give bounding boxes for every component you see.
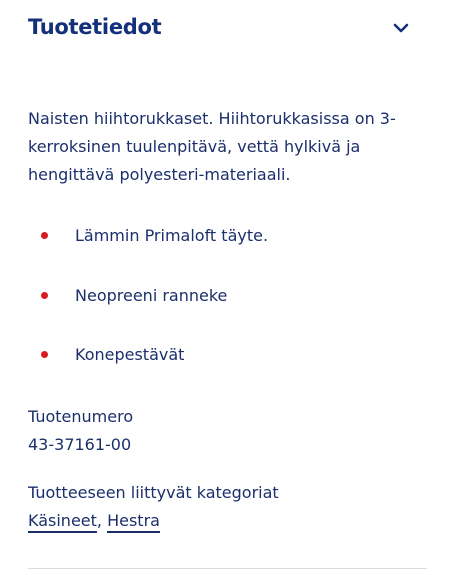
category-link-kasineet[interactable]: Käsineet bbox=[28, 511, 97, 533]
category-separator: , bbox=[96, 511, 102, 530]
feature-item bbox=[0, 341, 455, 401]
feature-list bbox=[0, 222, 455, 401]
feature-item bbox=[0, 282, 455, 342]
feature-text: Lämmin Primaloft täyte. bbox=[75, 226, 269, 245]
category-links bbox=[28, 507, 160, 535]
bullet-icon bbox=[41, 232, 48, 239]
product-description: Naisten hiihtorukkaset. Hiihtorukkasissa on 3-kerroksinen tuulenpitävä, vettä hylkivä ja hengittävä polyesteri-materiaali. bbox=[28, 109, 396, 184]
categories-label: Tuotteeseen liittyvät kategoriat bbox=[28, 483, 279, 502]
feature-text: Konepestävät bbox=[75, 345, 185, 364]
category-link-hestra[interactable]: Hestra bbox=[107, 511, 160, 533]
bullet-icon bbox=[41, 292, 48, 299]
product-info-accordion-header[interactable] bbox=[0, 0, 455, 62]
section-title: Tuotetiedot bbox=[28, 15, 162, 39]
feature-item bbox=[0, 222, 455, 282]
bullet-icon bbox=[41, 351, 48, 358]
product-number-label: Tuotenumero bbox=[28, 407, 134, 426]
divider bbox=[28, 568, 427, 569]
chevron-down-icon[interactable] bbox=[392, 20, 410, 34]
product-number-value: 43-37161-00 bbox=[28, 435, 132, 454]
feature-text: Neopreeni ranneke bbox=[75, 285, 228, 305]
